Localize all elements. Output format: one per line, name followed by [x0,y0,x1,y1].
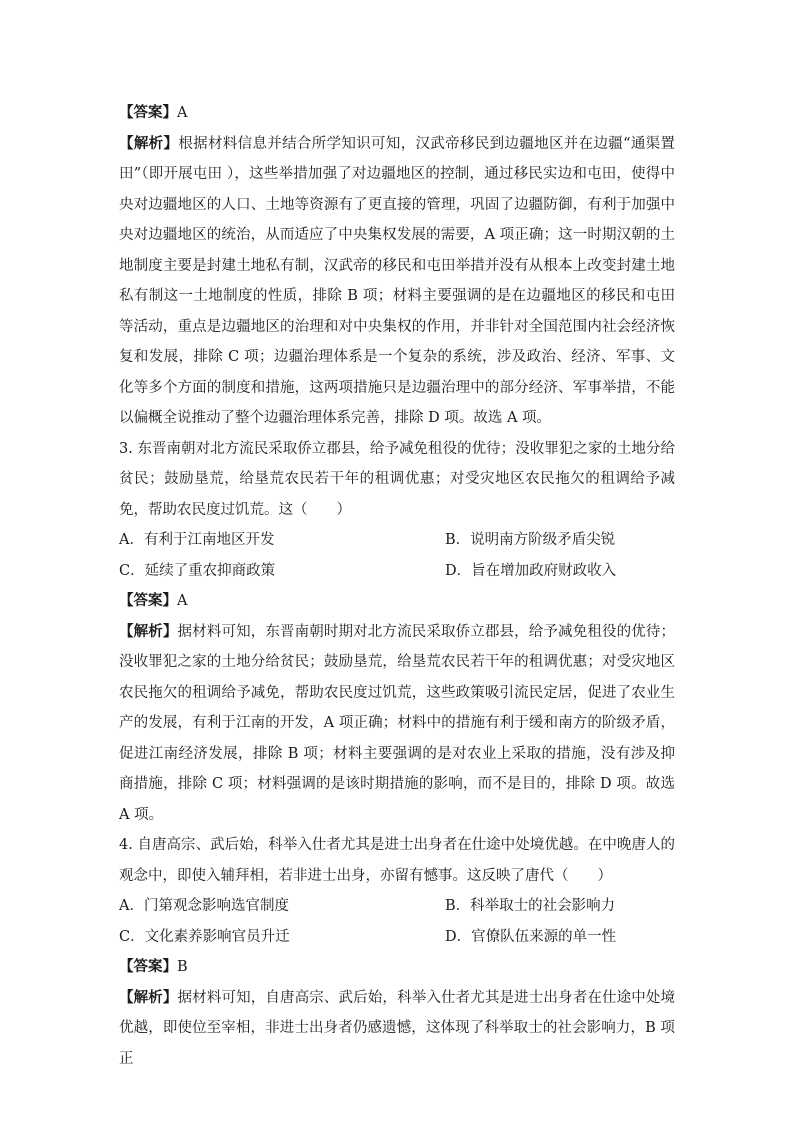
q3-analysis [119,617,675,831]
q3-option-b: B．说明南方阶级矛盾尖锐 [445,532,616,548]
q3-options [119,525,675,586]
q4-stem: 4. 自唐高宗、武后始，科举入仕者尤其是进士出身者在仕途中处境优越。在中晚唐人的观念中，即使入辅拜相，若非进士出身，亦留有憾事。这反映了唐代（ ） [119,837,675,884]
q4-analysis [119,983,675,1075]
q4-analysis-label: 【解析】 [119,989,178,1006]
q4-answer [119,952,675,983]
q4-answer-value: B [177,959,188,975]
q3-answer-label: 【答案】 [119,593,177,609]
q2-analysis [119,129,675,434]
q2-answer-label: 【答案】 [119,105,177,121]
q2-answer-value: A [177,105,188,121]
q4-answer-label: 【答案】 [119,959,177,975]
q2-analysis-text: 根据材料信息并结合所学知识可知，汉武帝移民到边疆地区并在边疆“通渠置田”（即开展屯田 ），这些举措加强了对边疆地区的控制，通过移民实边和屯田，使得中央对边疆地区的人口、土地等资源有了更直接的管理，巩固了边疆防御，有利于加强中央对边疆地区的统治，从而适应了中央集权发展的需要，A 项正确；这一时期汉朝的土地制度主要是封建土地私有制，汉武帝的移民和屯田举措并没有从根本上改变封建土地私有制这一土地制度的性质，排除 B 项；材料主要强调的是在边疆地区的移民和屯田等活动，重点是边疆地区的治理和对中央集权的作用，并非针对全国范围内社会经济恢复和发展，排除 C 项；边疆治理体系是一个复杂的系统，涉及政治、经济、军事、文化等多个方面的制度和措施，这两项措施只是边疆治理中的部分经济、军事举措，不能以偏概全说推动了整个边疆治理体系完善，排除 D 项。故选 A 项。 [119,135,675,426]
q2-answer [119,98,675,129]
q3-analysis-label: 【解析】 [119,623,178,640]
q4-option-b: B．科举取士的社会影响力 [445,898,616,914]
q4-option-a: A．门第观念影响选官制度 [119,898,289,914]
q3-option-d: D．旨在增加政府财政收入 [445,562,617,579]
q4-options [119,891,675,952]
q3-option-a: A．有利于江南地区开发 [119,532,275,548]
q4-option-c: C．文化素养影响官员升迁 [119,928,290,945]
q3-stem: 3. 东晋南朝对北方流民采取侨立郡县，给予减免租役的优待；没收罪犯之家的土地分给贫民；鼓励垦荒，给垦荒农民若干年的租调优惠；对受灾地区农民拖欠的租调给予减免，帮助农民度过饥荒。这（ ） [119,440,675,518]
q4-option-d: D．官僚队伍来源的单一性 [445,928,617,945]
q3-answer [119,586,675,617]
q2-analysis-label: 【解析】 [119,135,179,152]
q4-analysis-text: 据材料可知，自唐高宗、武后始，科举入仕者尤其是进士出身者在仕途中处境优越，即使位至宰相，非进士出身者仍感遗憾，这体现了科举取士的社会影响力，B 项正 [119,989,676,1067]
q3-analysis-text: 据材料可知，东晋南朝时期对北方流民采取侨立郡县，给予减免租役的优待；没收罪犯之家的土地分给贫民；鼓励垦荒，给垦荒农民若干年的租调优惠；对受灾地区农民拖欠的租调给予减免，帮助农民度过饥荒，这些政策吸引流民定居，促进了农业生产的发展，有利于江南的开发，A 项正确；材料中的措施有利于缓和南方的阶级矛盾，促进江南经济发展，排除 B 项；材料主要强调的是对农业上采取的措施，没有涉及抑商措施，排除 C 项；材料强调的是该时期措施的影响，而不是目的，排除 D 项。故选 A 项。 [119,623,676,823]
q3-option-c: C．延续了重农抑商政策 [119,562,276,579]
q3-answer-value: A [177,593,188,609]
document-page [119,98,675,1074]
